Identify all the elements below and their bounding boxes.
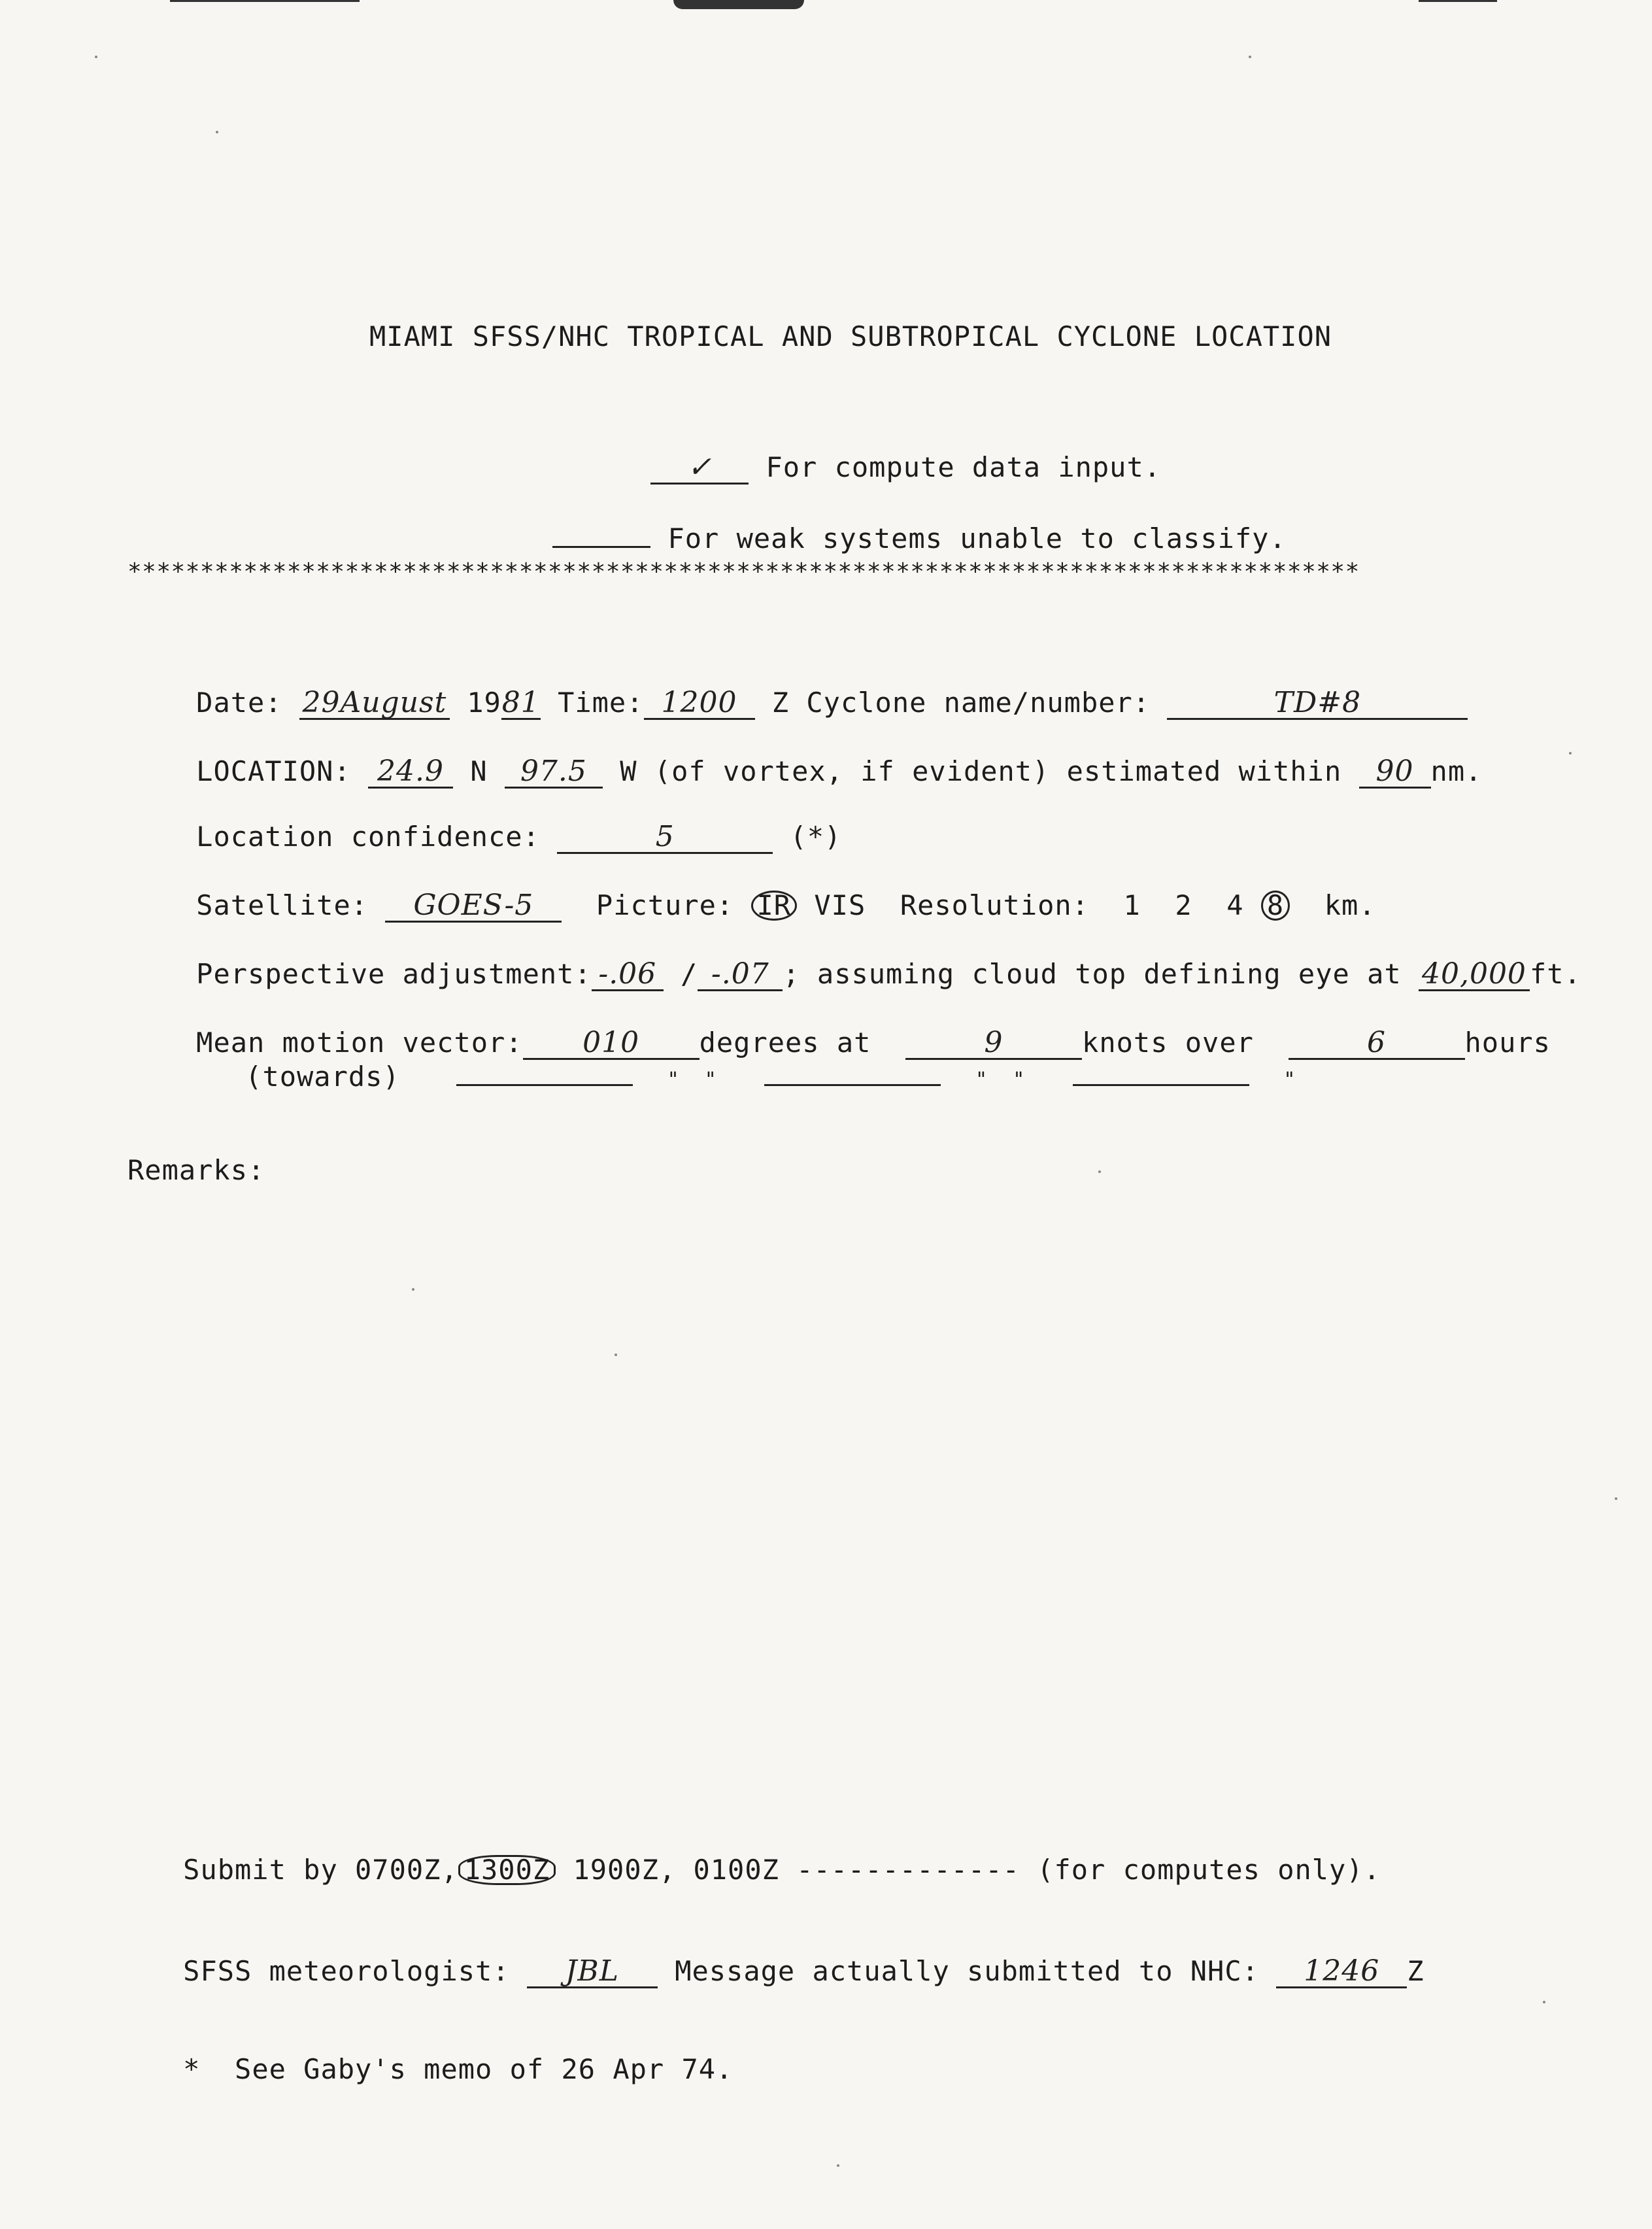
degrees-label: degrees at	[699, 1027, 871, 1059]
knots-value: 9	[905, 1028, 1082, 1060]
meteorologist-value: JBL	[527, 1956, 658, 1988]
meteorologist-label: SFSS meteorologist:	[183, 1955, 510, 1987]
within-value: 90	[1359, 757, 1431, 789]
picture-label: Picture:	[596, 889, 734, 921]
confidence-label: Location confidence:	[196, 821, 540, 853]
knots-label: knots over	[1082, 1027, 1254, 1059]
towards-knots-blank	[764, 1058, 941, 1086]
submit-row	[114, 1821, 1381, 1919]
scan-mark	[1419, 0, 1497, 2]
date-value: 29August	[299, 688, 450, 720]
submit-suffix: 1900Z, 0100Z ------------- (for computes only).	[573, 1854, 1381, 1886]
confidence-value: 5	[557, 822, 773, 854]
submit-time-circled: 1300Z	[458, 1855, 556, 1885]
message-time-value: 1246	[1276, 1956, 1407, 1988]
meteorologist-row	[114, 1922, 1424, 2021]
scan-mark	[673, 0, 804, 9]
footnote-text: See Gaby's memo of 26 Apr 74.	[235, 2053, 733, 2085]
res-4: 4	[1226, 889, 1244, 921]
scan-speck	[1249, 56, 1251, 58]
longitude-value: 97.5	[505, 757, 603, 789]
time-value: 1200	[644, 688, 755, 720]
cyclone-label: Cyclone name/number:	[806, 687, 1151, 719]
year-value: 81	[501, 686, 540, 719]
perspective-text: ; assuming cloud top defining eye at	[783, 958, 1402, 990]
ditto-3: "	[1283, 1068, 1296, 1091]
towards-row	[127, 1025, 1296, 1129]
message-label: Message actually submitted to NHC:	[675, 1955, 1259, 1987]
year-prefix: 19	[467, 687, 501, 719]
cloud-top-height-value: 40,000	[1419, 959, 1530, 991]
ft-label: ft.	[1529, 958, 1581, 990]
motion-label: Mean motion vector:	[196, 1027, 523, 1059]
towards-label: (towards)	[245, 1061, 400, 1093]
nm-label: nm.	[1430, 755, 1483, 787]
scan-speck	[412, 1288, 414, 1291]
cyclone-value: TD#8	[1167, 688, 1468, 720]
perspective-value-2: -.07	[698, 959, 783, 991]
compute-check-mark: ✓	[650, 452, 749, 485]
res-1: 1	[1123, 889, 1141, 921]
perspective-label: Perspective adjustment:	[196, 958, 592, 990]
remarks-label: Remarks:	[127, 1154, 265, 1186]
weak-systems-blank	[552, 520, 650, 548]
hours-label: hours	[1464, 1027, 1551, 1059]
scan-speck	[95, 56, 97, 58]
latitude-value: 24.9	[368, 757, 453, 789]
vis-option: VIS	[814, 889, 866, 921]
ditto-2: " "	[975, 1068, 1026, 1091]
scan-mark	[170, 0, 360, 2]
confidence-note: (*)	[790, 821, 842, 853]
scan-speck	[216, 131, 218, 133]
separator-stars: *************************************************************************************	[127, 558, 1360, 585]
footnote-star: *	[183, 2053, 201, 2085]
footnote-row	[114, 2020, 733, 2118]
scan-speck	[1098, 1170, 1101, 1173]
message-z-label: Z	[1407, 1955, 1424, 1987]
north-label: N	[470, 755, 488, 787]
scan-speck	[1615, 1497, 1617, 1500]
submit-prefix: Submit by 0700Z,	[183, 1854, 458, 1886]
satellite-value: GOES-5	[385, 891, 562, 923]
date-label: Date:	[196, 687, 282, 719]
towards-hours-blank	[1073, 1058, 1249, 1086]
satellite-label: Satellite:	[196, 889, 369, 921]
km-label: km.	[1324, 889, 1376, 921]
res-8-circled: 8	[1261, 891, 1290, 921]
scan-speck	[615, 1353, 617, 1356]
location-label: LOCATION:	[196, 755, 351, 787]
scan-speck	[1543, 2001, 1545, 2003]
perspective-slash: /	[681, 958, 698, 990]
time-label: Time:	[558, 687, 644, 719]
degrees-value: 010	[523, 1028, 700, 1060]
west-label: W (of vortex, if evident) estimated within	[620, 755, 1342, 787]
form-title: MIAMI SFSS/NHC TROPICAL AND SUBTROPICAL CYCLONE LOCATION	[369, 320, 1332, 352]
weak-systems-label: For weak systems unable to classify.	[667, 522, 1287, 554]
res-2: 2	[1175, 889, 1192, 921]
perspective-value-1: -.06	[592, 959, 664, 991]
scan-speck	[837, 2164, 839, 2167]
resolution-label: Resolution:	[900, 889, 1089, 921]
ir-option-circled: IR	[751, 891, 798, 921]
time-z-label: Z	[771, 687, 790, 719]
compute-input-label: For compute data input.	[766, 451, 1162, 483]
ditto-1: " "	[667, 1068, 717, 1091]
scan-speck	[1569, 752, 1572, 755]
hours-value: 6	[1289, 1028, 1465, 1060]
towards-degrees-blank	[456, 1058, 633, 1086]
